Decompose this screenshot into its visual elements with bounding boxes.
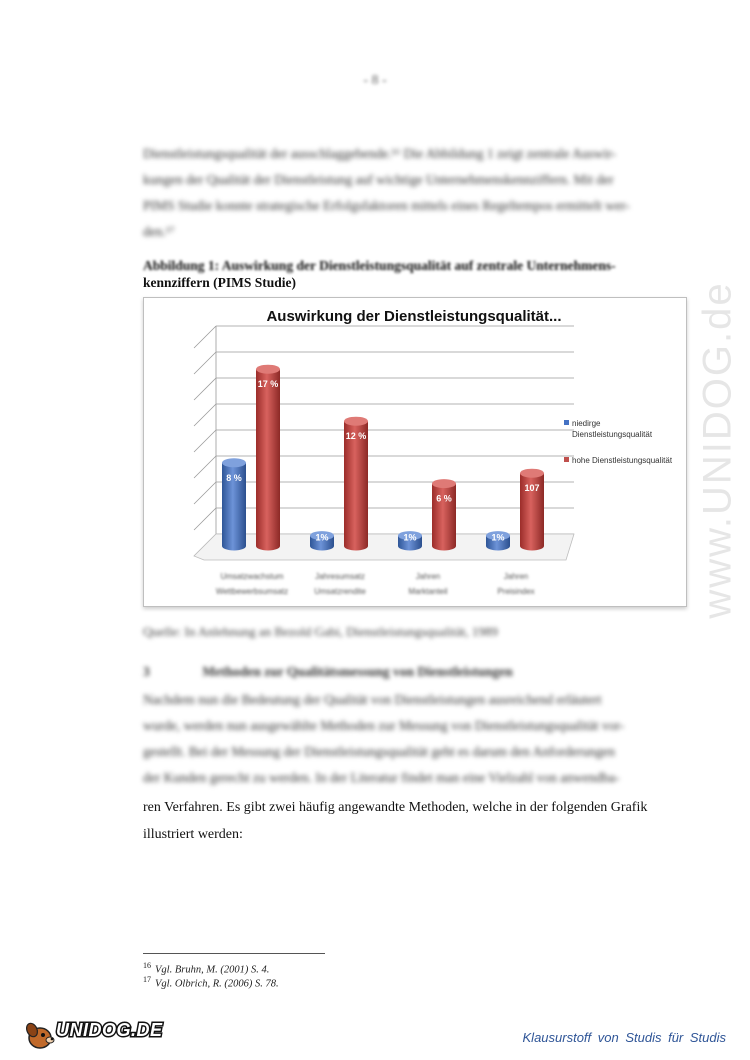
data-label: 6 % xyxy=(436,493,452,504)
gridline-depth xyxy=(194,482,216,504)
gridline-depth xyxy=(194,326,216,348)
chart-grid xyxy=(194,326,574,560)
x-tick-label: Wettbewerbsumsatz xyxy=(215,587,289,596)
figure-source: Quelle: In Anlehnung an Bezold Gabi, Dienstleistungsqualität, 1989 xyxy=(143,624,498,639)
data-label: 8 % xyxy=(226,472,242,483)
x-tick-label: Umsatzrendite xyxy=(314,587,366,596)
caption-line-1: Abbildung 1: Auswirkung der Dienstleistungsqualität auf zentrale Unternehmens- xyxy=(143,258,616,273)
footnote-17 xyxy=(143,975,279,990)
x-tick-label: Jahresumsatz xyxy=(315,572,365,581)
x-tick-label: Umsatzwachstum xyxy=(220,572,284,581)
bar-top xyxy=(344,417,368,426)
legend-label: niedirge xyxy=(572,419,601,428)
footer-tagline: Klausurstoff von Studis für Studis xyxy=(522,1030,726,1045)
gridline-depth xyxy=(194,404,216,426)
intro-line: Dienstleistungsqualität der ausschlaggebende.¹⁶ Die Abbildung 1 zeigt zentrale Auswir- xyxy=(143,146,616,161)
data-label: 1% xyxy=(315,532,329,543)
legend-swatch xyxy=(564,420,569,425)
section-line: gestellt. Bei der Messung der Dienstleistungsqualität geht es darum den Anforderungen xyxy=(143,744,616,759)
section-heading xyxy=(143,664,513,680)
chart-legend xyxy=(564,419,673,465)
figure-caption xyxy=(143,257,683,291)
chart-floor xyxy=(194,534,574,560)
data-label: 17 % xyxy=(257,379,279,390)
bar-top xyxy=(432,479,456,488)
chart-bars xyxy=(222,365,544,551)
section-line-clear: illustriert werden: xyxy=(143,827,243,842)
page-number: - 8 - xyxy=(363,73,387,88)
bar-chart xyxy=(144,298,686,606)
chart-figure xyxy=(143,297,687,607)
data-label: 1% xyxy=(403,532,417,543)
section-title: Methoden zur Qualitätsmessung von Dienstleistungen xyxy=(202,664,513,679)
legend-swatch xyxy=(564,457,569,462)
legend-label: Dienstleistungsqualität xyxy=(572,430,653,439)
gridline-depth xyxy=(194,378,216,400)
data-label: 107 xyxy=(524,483,540,494)
dog-mascot-icon xyxy=(24,1018,60,1052)
gridline-depth xyxy=(194,508,216,530)
section-paragraph-blurred xyxy=(143,687,679,791)
x-tick-label: Jahren xyxy=(503,572,529,581)
bar-top xyxy=(520,469,544,478)
gridline-depth xyxy=(194,430,216,452)
chart-x-labels xyxy=(216,572,535,596)
footnote-16 xyxy=(143,961,269,976)
gridline-depth xyxy=(194,352,216,374)
footnote-text: Vgl. Bruhn, M. (2001) S. 4. xyxy=(155,964,270,976)
section-line: Nachdem nun die Bedeutung der Qualität von Dienstleistungen ausreichend erläutert xyxy=(143,692,602,707)
footnote-text: Vgl. Olbrich, R. (2006) S. 78. xyxy=(155,978,279,990)
watermark-text: www.UNIDOG.de xyxy=(695,281,740,619)
intro-line: PIMS Studie konnte strategische Erfolgsfaktoren mittels eines Regeltempos ermittelt wer- xyxy=(143,198,630,213)
bar-top xyxy=(222,458,246,467)
data-label: 12 % xyxy=(345,431,367,442)
data-label: 1% xyxy=(491,532,505,543)
section-line: wurde, werden nun ausgewählte Methoden zur Messung von Dienstleistungsqualität vor- xyxy=(143,718,625,733)
x-tick-label: Marktanteil xyxy=(408,587,448,596)
intro-paragraph xyxy=(143,141,679,245)
bar-top xyxy=(256,365,280,374)
logo-text: UNIDOG.DE xyxy=(56,1020,163,1040)
section-line: der Kunden gerecht zu werden. In der Literatur findet man eine Vielzahl von anwendba- xyxy=(143,770,620,785)
footnote-separator xyxy=(143,953,325,954)
intro-line: den.¹⁷ xyxy=(143,224,175,239)
legend-label: hohe Dienstleistungsqualität xyxy=(572,456,673,465)
section-line-clear: ren Verfahren. Es gibt zwei häufig angewandte Methoden, welche in der folgenden Grafik xyxy=(143,800,648,815)
bar-high-0 xyxy=(256,369,280,550)
caption-line-2: kennziffern (PIMS Studie) xyxy=(143,275,296,290)
x-tick-label: Preisindex xyxy=(497,587,535,596)
x-tick-label: Jahren xyxy=(415,572,441,581)
intro-line: kungen der Qualität der Dienstleistung auf wichtige Unternehmenskennziffern. Mit der xyxy=(143,172,614,187)
footnote-number: 17 xyxy=(143,975,151,984)
section-number: 3 xyxy=(143,664,150,679)
gridline-depth xyxy=(194,456,216,478)
footnote-number: 16 xyxy=(143,961,151,970)
chart-title: Auswirkung der Dienstleistungsqualität... xyxy=(266,308,562,325)
